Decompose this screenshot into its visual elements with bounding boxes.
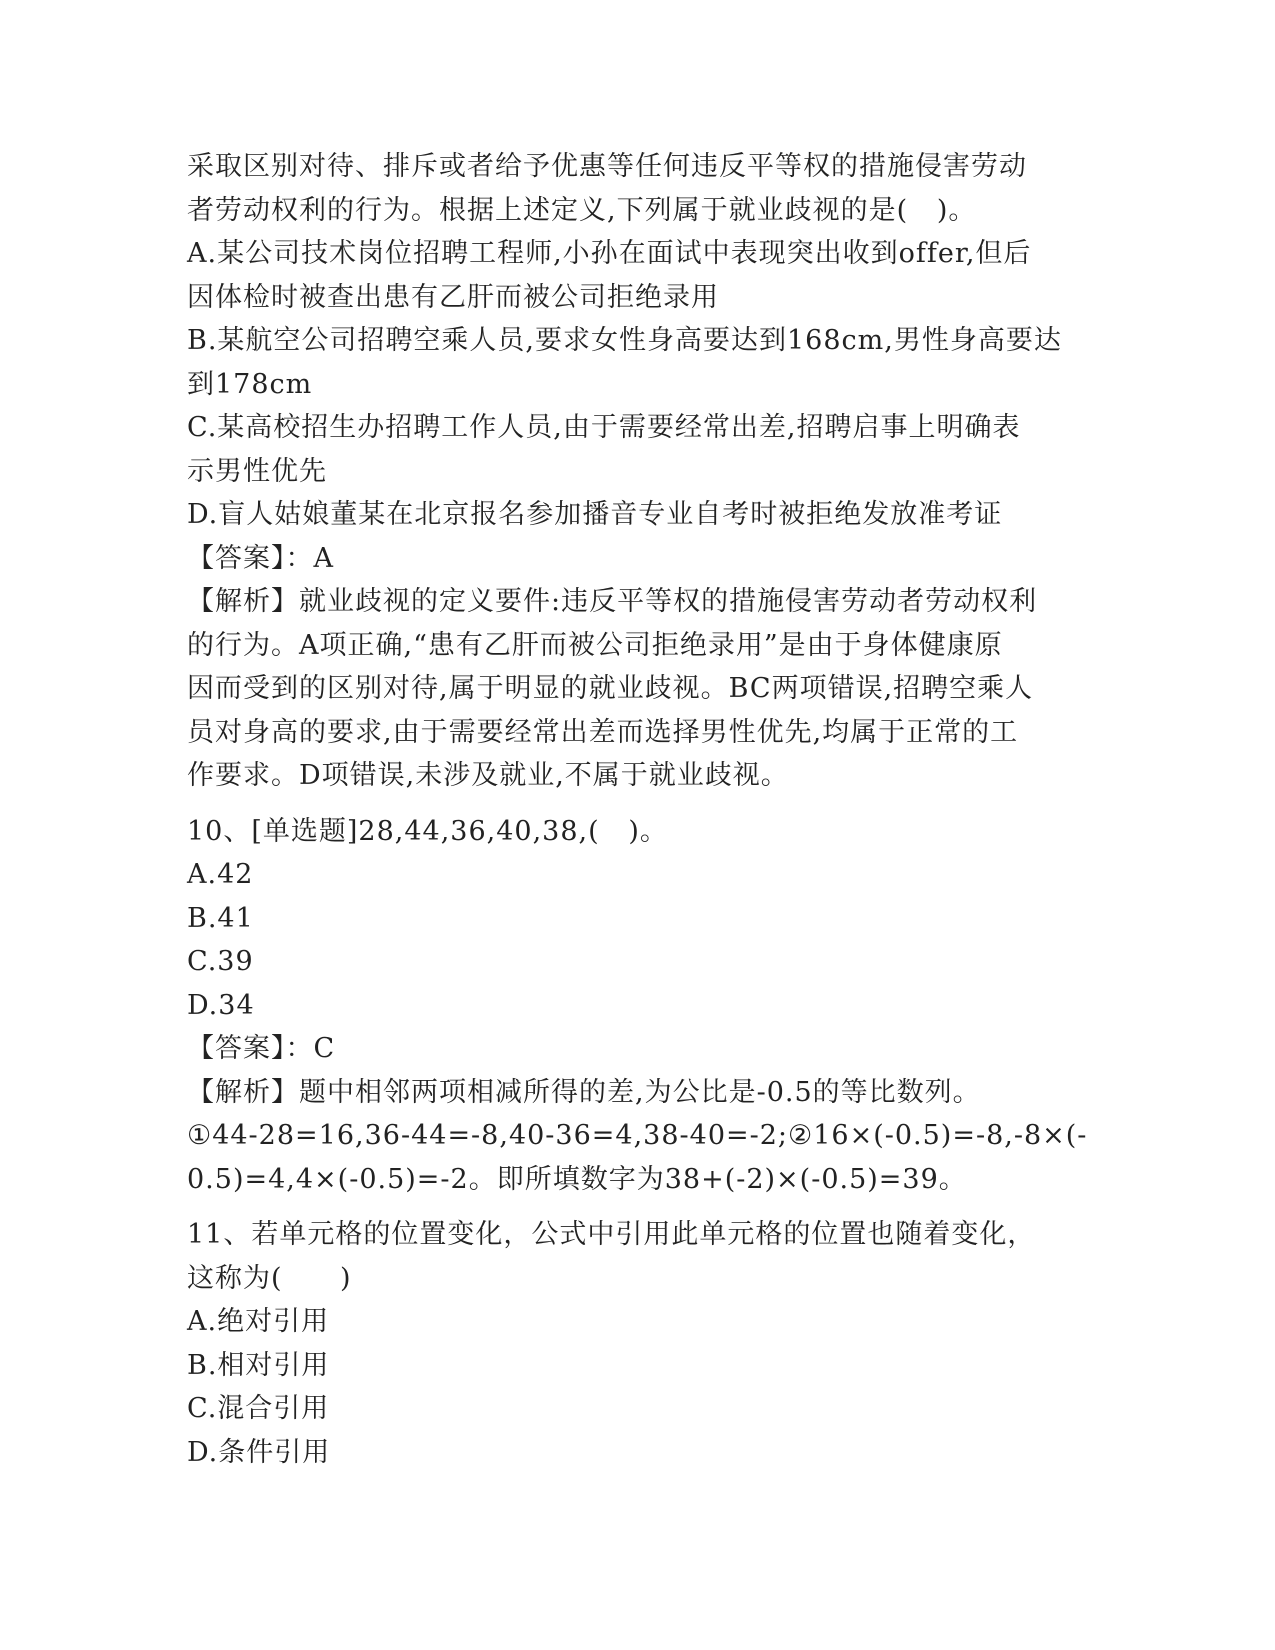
q10-analysis-line-1: 【解析】题中相邻两项相减所得的差,为公比是-0.5的等比数列。 (187, 1076, 981, 1108)
q11-option-a: A.绝对引用 (187, 1306, 330, 1337)
q10-answer: 【答案】：C (187, 1033, 336, 1064)
q11-option-d: D.条件引用 (187, 1436, 331, 1468)
question-spacer (187, 1201, 1087, 1213)
q10-stem: 10、[单选题]28,44,36,40,38,( )。 (187, 815, 668, 847)
q10-option-b: B.41 (187, 902, 254, 934)
document-body (187, 145, 1087, 1474)
q9-option-a-line-1: A.某公司技术岗位招聘工程师,小孙在面试中表现突出收到offer,但后 (187, 238, 1032, 269)
q10-analysis-line-3: 0.5)=4,4×(-0.5)=-2。即所填数字为38+(-2)×(-0.5)=39。 (187, 1163, 967, 1195)
q10-option-d: D.34 (187, 989, 255, 1021)
q9-analysis-line-2: 的行为。A项正确,“患有乙肝而被公司拒绝录用”是由于身体健康原 (187, 629, 1003, 661)
q9-answer: 【答案】：A (187, 542, 334, 574)
q9-analysis-line-1: 【解析】就业歧视的定义要件:违反平等权的措施侵害劳动者劳动权利 (187, 586, 1038, 617)
q10-option-a: A.42 (187, 859, 254, 890)
q11-stem-line-1: 11、若单元格的位置变化，公式中引用此单元格的位置也随着变化， (187, 1219, 1036, 1250)
q9-stem-line-2: 者劳动权利的行为。根据上述定义,下列属于就业歧视的是( )。 (187, 194, 977, 226)
q11-stem-line-2: 这称为( ) (187, 1262, 352, 1294)
q9-analysis-line-3: 因而受到的区别对待,属于明显的就业歧视。BC两项错误,招聘空乘人 (187, 673, 1034, 704)
q11-option-c: C.混合引用 (187, 1393, 330, 1424)
q9-option-b-line-2: 到178cm (187, 368, 313, 400)
q9-stem-line-1: 采取区别对待、排斥或者给予优惠等任何违反平等权的措施侵害劳动 (187, 151, 1027, 182)
q9-option-b-line-1: B.某航空公司招聘空乘人员,要求女性身高要达到168cm,男性身高要达 (187, 325, 1062, 356)
q11-option-b: B.相对引用 (187, 1349, 330, 1381)
question-11 (187, 1213, 1087, 1474)
q9-option-c-line-1: C.某高校招生办招聘工作人员,由于需要经常出差,招聘启事上明确表 (187, 412, 1021, 443)
q9-option-a-line-2: 因体检时被查出患有乙肝而被公司拒绝录用 (187, 281, 719, 313)
q9-analysis-line-5: 作要求。D项错误,未涉及就业,不属于就业歧视。 (187, 760, 789, 791)
q9-option-c-line-2: 示男性优先 (187, 455, 327, 487)
q9-option-d: D.盲人姑娘董某在北京报名参加播音专业自考时被拒绝发放准考证 (187, 499, 1003, 530)
q10-analysis-line-2: ①44-28=16,36-44=-8,40-36=4,38-40=-2;②16×(-0.5)=-8,-8×(- (187, 1120, 1088, 1151)
q9-analysis-line-4: 员对身高的要求,由于需要经常出差而选择男性优先,均属于正常的工 (187, 716, 1019, 748)
question-spacer (187, 798, 1087, 810)
question-9 (187, 145, 1087, 798)
q10-option-c: C.39 (187, 946, 254, 977)
question-10 (187, 810, 1087, 1202)
